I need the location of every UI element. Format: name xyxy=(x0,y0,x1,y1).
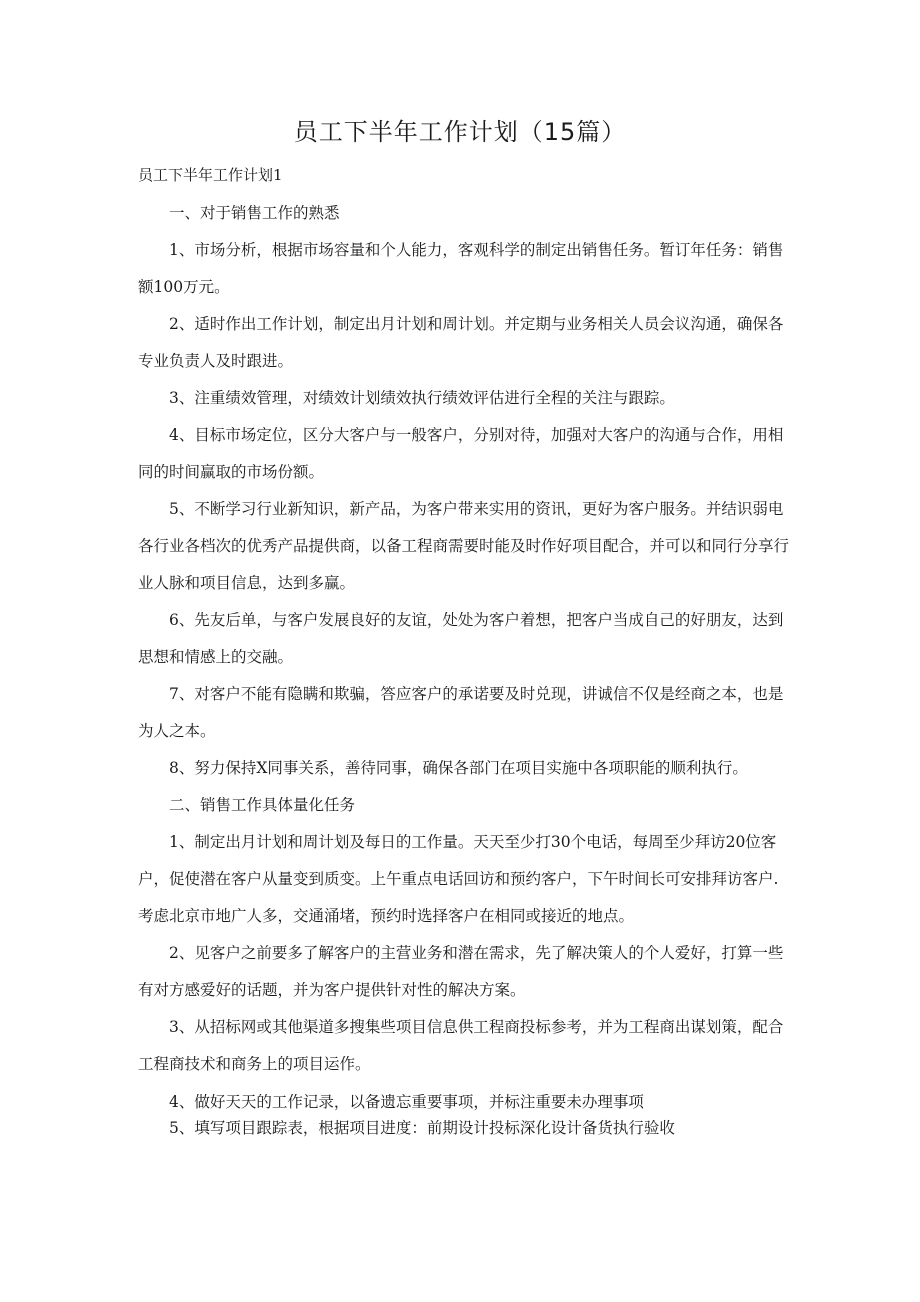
section-heading: 一、对于销售工作的熟悉 xyxy=(169,204,340,222)
paragraph: 8、努力保持X同事关系，善待同事，确保各部门在项目实施中各项职能的顺利执行。 xyxy=(169,759,748,777)
paragraph: 3、从招标网或其他渠道多搜集些项目信息供工程商投标参考，并为工程商出谋划策，配合工程商技术和商务上的项目运作。 xyxy=(138,1018,784,1073)
section-heading: 二、销售工作具体量化任务 xyxy=(169,796,356,814)
document-subtitle: 员工下半年工作计划1 xyxy=(138,166,283,184)
paragraph: 4、目标市场定位，区分大客户与一般客户，分别对待，加强对大客户的沟通与合作，用相同的时间赢取的市场份额。 xyxy=(138,426,784,481)
paragraph: 2、适时作出工作计划，制定出月计划和周计划。并定期与业务相关人员会议沟通，确保各专业负责人及时跟进。 xyxy=(138,315,784,370)
paragraph: 4、做好天天的工作记录，以备遗忘重要事项，并标注重要未办理事项 xyxy=(169,1093,644,1111)
paragraph: 5、填写项目跟踪表，根据项目进度：前期设计投标深化设计备货执行验收 xyxy=(169,1119,675,1137)
paragraph: 2、见客户之前要多了解客户的主营业务和潜在需求，先了解决策人的个人爱好，打算一些有对方感爱好的话题，并为客户提供针对性的解决方案。 xyxy=(138,944,784,999)
paragraph: 7、对客户不能有隐瞒和欺骗，答应客户的承诺要及时兑现，讲诚信不仅是经商之本，也是为人之本。 xyxy=(138,685,784,740)
paragraph: 3、注重绩效管理，对绩效计划绩效执行绩效评估进行全程的关注与跟踪。 xyxy=(169,389,675,407)
paragraph: 1、市场分析，根据市场容量和个人能力，客观科学的制定出销售任务。暂订年任务：销售额100万元。 xyxy=(138,241,784,296)
paragraph: 1、制定出月计划和周计划及每日的工作量。天天至少打30个电话，每周至少拜访20位客户，促使潜在客户从量变到质变。上午重点电话回访和预约客户，下午时间长可安排拜访客户.考虑北京市地广人多，交通涌堵，预约时选择客户在相同或接近的地点。 xyxy=(138,833,779,925)
document-title: 员工下半年工作计划（15篇） xyxy=(293,118,627,146)
document-body xyxy=(138,195,793,1141)
paragraph: 5、不断学习行业新知识，新产品，为客户带来实用的资讯，更好为客户服务。并结识弱电各行业各档次的优秀产品提供商，以备工程商需要时能及时作好项目配合，并可以和同行分享行业人脉和项目信息，达到多赢。 xyxy=(138,500,790,592)
paragraph: 6、先友后单，与客户发展良好的友谊，处处为客户着想，把客户当成自己的好朋友，达到思想和情感上的交融。 xyxy=(138,611,784,666)
